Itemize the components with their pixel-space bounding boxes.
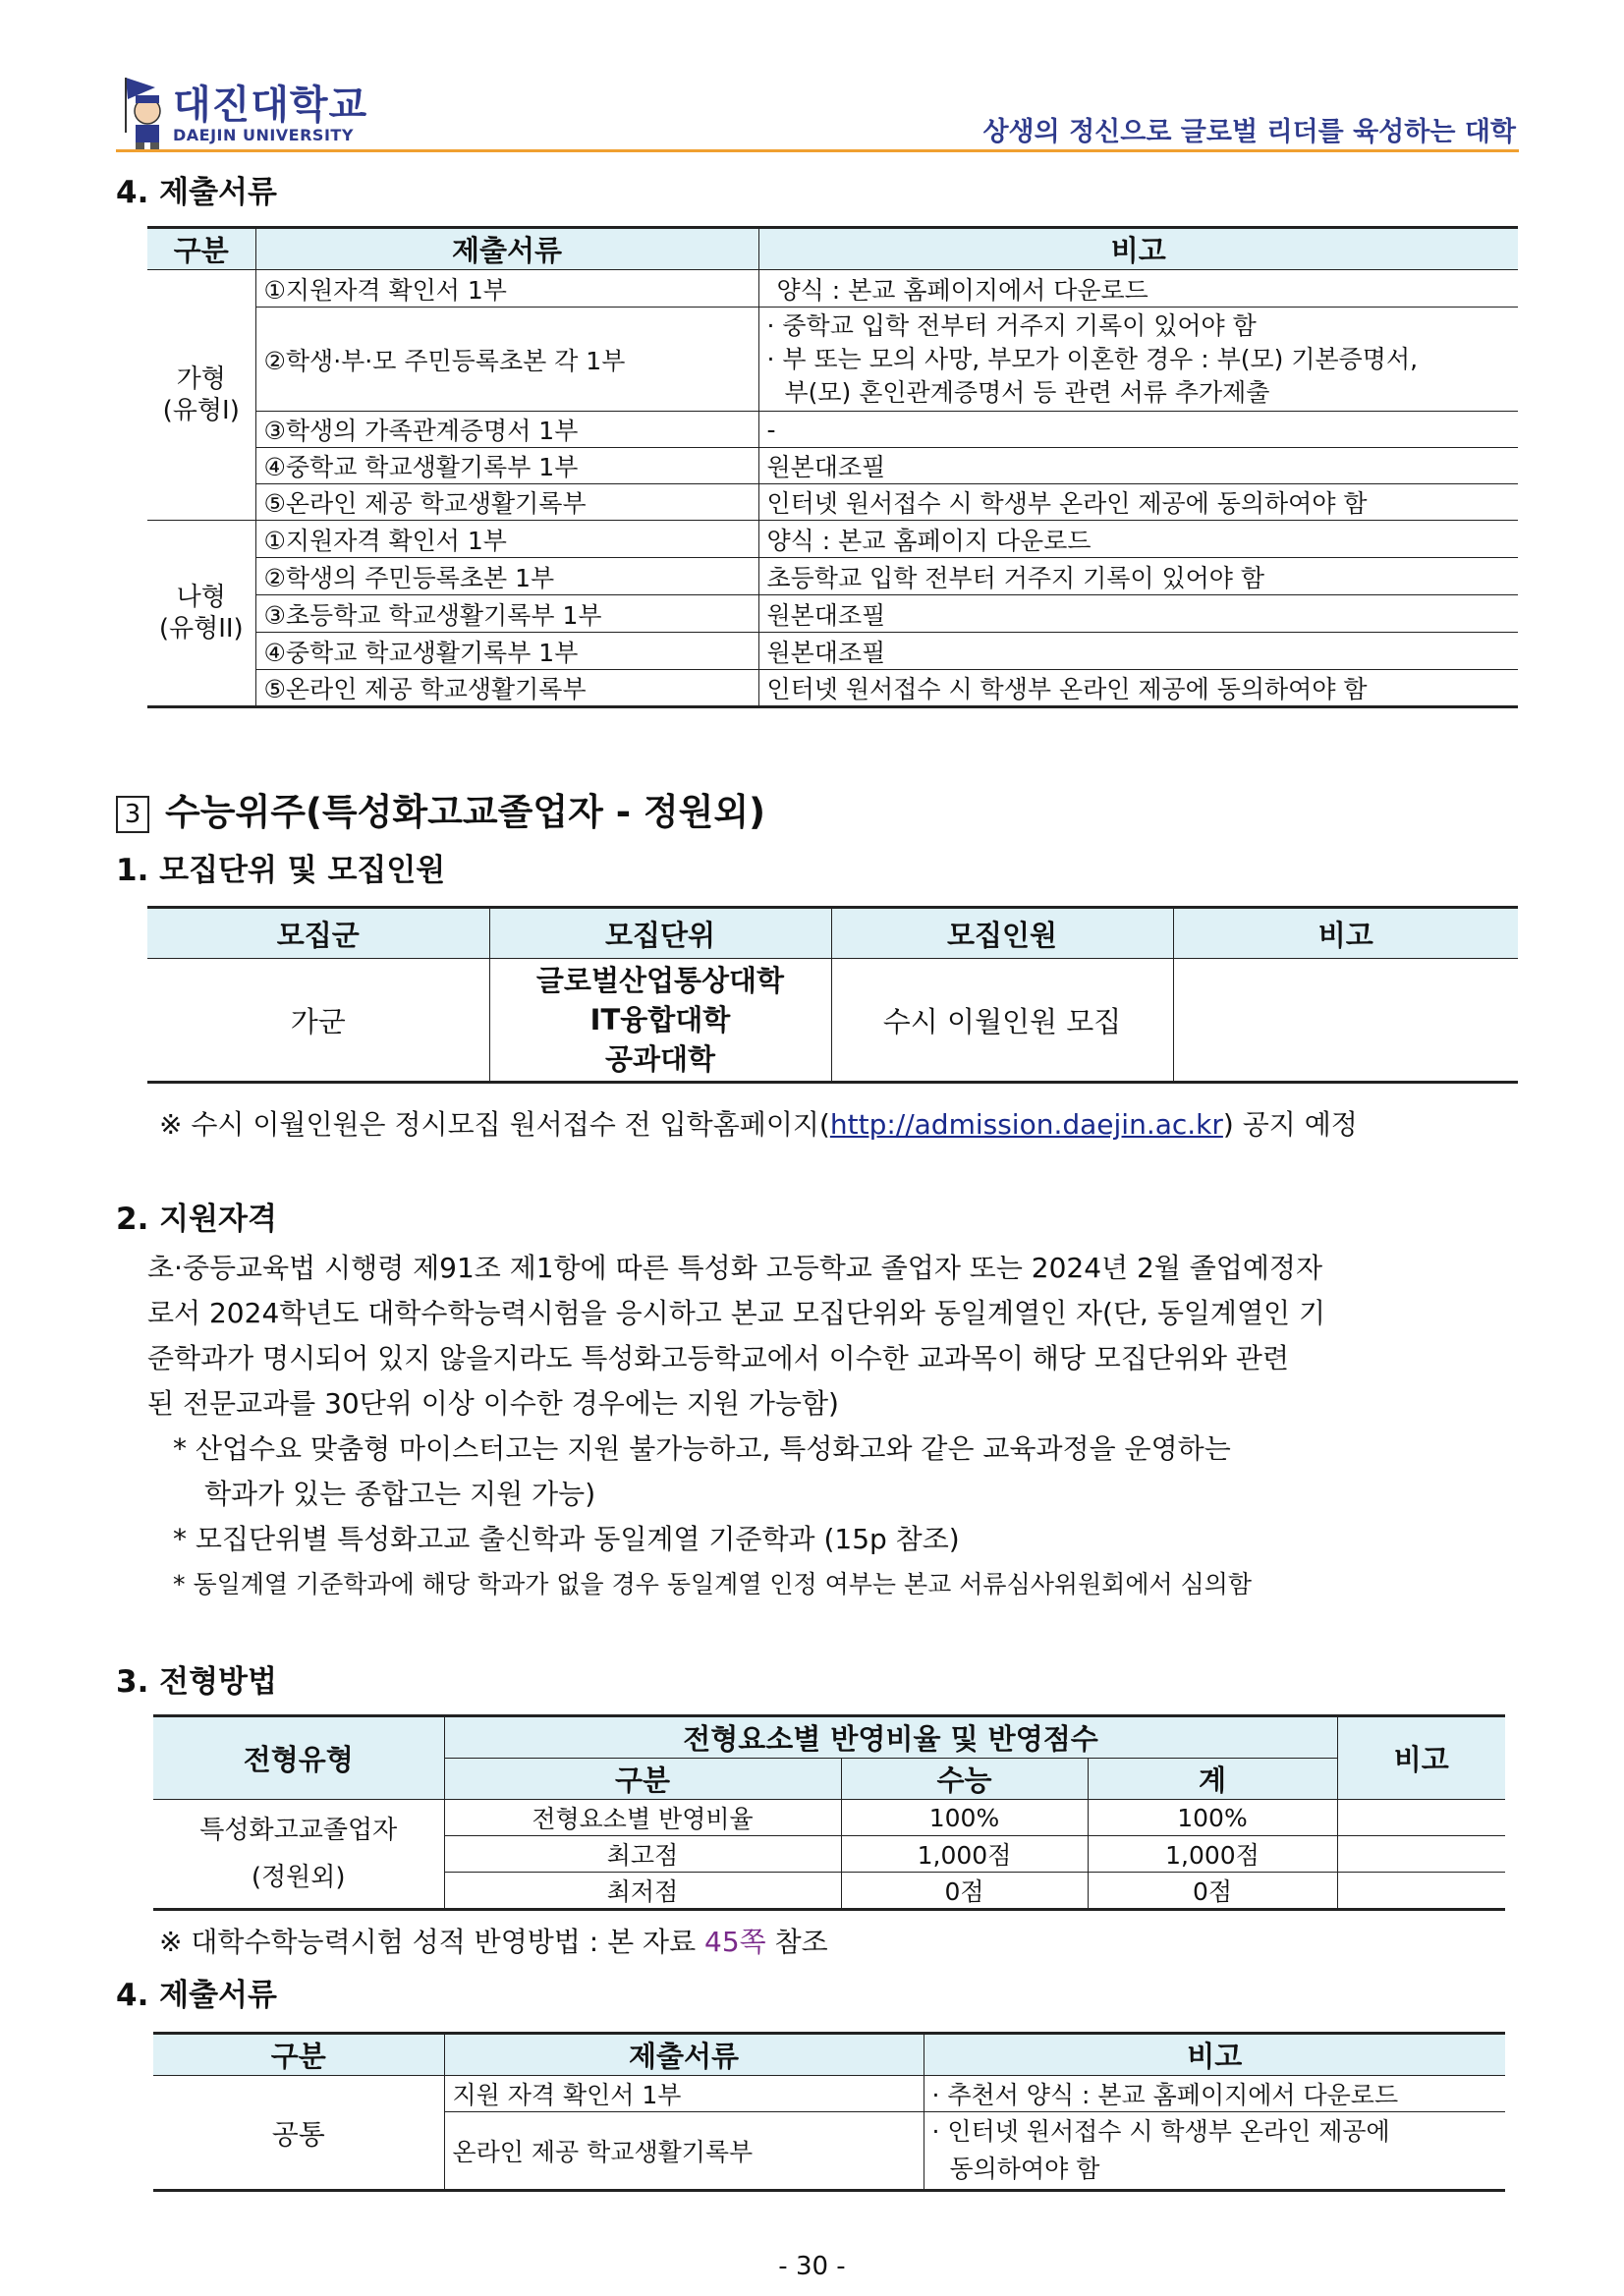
note-cell bbox=[1337, 1836, 1505, 1873]
table-row bbox=[147, 270, 1518, 308]
table-row bbox=[147, 959, 1518, 1083]
page-header bbox=[0, 0, 1624, 157]
eligibility-paragraph: 초·중등교육법 시행령 제91조 제1항에 따른 특성화 고등학교 졸업자 또는 2024년 2월 졸업예정자 로서 2024학년도 대학수학능력시험을 응시하고 본교 모집단위와 동일계열인 자(단, 동일계열인 기 준학과가 명시되어 있지 않을지라도 특성화고등학교에서 이수한 교과목이 해당 모집단위와 관련 된 전문교과를 30단위 이상 이수한 경우에는 지원 가능함) bbox=[147, 1252, 1326, 1420]
note-cell bbox=[1337, 1800, 1505, 1836]
eligibility-notes: * 산업수요 맞춤형 마이스터고는 지원 불가능하고, 특성화고와 같은 교육과정을 운영하는 학과가 있는 종합고는 지원 가능) * 모집단위별 특성화고교 출신학과 동일계열 기준학과 (15p 참조) * 동일계열 기준학과에 해당 학과가 없을 경우 동일계열 인정 여부는 본교 서류심사위원회에서 심의함 bbox=[173, 1432, 1253, 1598]
col-header-count: 모집인원 bbox=[831, 908, 1173, 959]
group-cell: 공통 bbox=[153, 2076, 444, 2191]
type-cell: 특성화고교졸업자 (정원외) bbox=[153, 1800, 444, 1910]
documents-table-1 bbox=[147, 226, 1518, 708]
section-title-documents: 4. 제출서류 bbox=[116, 175, 277, 210]
col-header-note: 비고 bbox=[924, 2034, 1505, 2076]
table-row bbox=[147, 308, 1518, 412]
note-cell: 초등학교 입학 전부터 거주지 기록이 있어야 함 bbox=[758, 558, 1518, 595]
col-header-total: 계 bbox=[1088, 1759, 1337, 1800]
method-footnote: ※ 대학수학능력시험 성적 반영방법 : 본 자료 45쪽 참조 bbox=[159, 1926, 828, 1958]
document-cell: ⑤온라인 제공 학교생활기록부 bbox=[255, 670, 758, 707]
note-cell: 원본대조필 bbox=[758, 448, 1518, 484]
table-row bbox=[147, 412, 1518, 448]
col-header-document: 제출서류 bbox=[255, 228, 758, 270]
section-title-eligibility: 2. 지원자격 bbox=[116, 1202, 277, 1237]
unit-cell: 글로벌산업통상대학 IT융합대학 공과대학 bbox=[489, 959, 831, 1083]
col-header-type: 전형유형 bbox=[153, 1716, 444, 1800]
document-cell: ④중학교 학교생활기록부 1부 bbox=[255, 448, 758, 484]
note-cell: 인터넷 원서접수 시 학생부 온라인 제공에 동의하여야 함 bbox=[758, 484, 1518, 521]
note-cell: 인터넷 원서접수 시 학생부 온라인 제공에 동의하여야 함 bbox=[758, 670, 1518, 707]
header-slogan: 상생의 정신으로 글로벌 리더를 육성하는 대학 bbox=[982, 117, 1516, 147]
document-cell: ③학생의 가족관계증명서 1부 bbox=[255, 412, 758, 448]
note-cell: - bbox=[758, 412, 1518, 448]
col-header-note: 비고 bbox=[758, 228, 1518, 270]
count-cell: 수시 이월인원 모집 bbox=[831, 959, 1173, 1083]
logo-english-text: DAEJIN UNIVERSITY bbox=[173, 126, 354, 144]
suneung-cell: 0점 bbox=[841, 1873, 1088, 1910]
logo-korean-text: 대진대학교 bbox=[173, 83, 368, 128]
mascot-icon bbox=[116, 74, 171, 154]
page-reference: 45쪽 bbox=[704, 1926, 766, 1958]
table-row bbox=[153, 2076, 1505, 2112]
col-header-category: 구분 bbox=[153, 2034, 444, 2076]
group-label-type-a: 가형 (유형I) bbox=[147, 270, 255, 521]
document-cell: ②학생의 주민등록초본 1부 bbox=[255, 558, 758, 595]
document-cell: ⑤온라인 제공 학교생활기록부 bbox=[255, 484, 758, 521]
document-cell: ③초등학교 학교생활기록부 1부 bbox=[255, 595, 758, 633]
header-divider bbox=[116, 149, 1519, 152]
section-title-method: 3. 전형방법 bbox=[116, 1664, 277, 1700]
section-title-recruitment: 1. 모집단위 및 모집인원 bbox=[116, 853, 446, 888]
total-cell: 100% bbox=[1088, 1800, 1337, 1836]
document-cell: ②학생·부·모 주민등록초본 각 1부 bbox=[255, 308, 758, 412]
group-label-type-b: 나형 (유형II) bbox=[147, 521, 255, 707]
table-row bbox=[147, 670, 1518, 707]
note-cell: · 중학교 입학 전부터 거주지 기록이 있어야 함 · 부 또는 모의 사망, 부모가 이혼한 경우 : 부(모) 기본증명서, 부(모) 혼인관계증명서 등 관련 서류 추가제출 bbox=[758, 308, 1518, 412]
section-heading-suneung: 3 수능위주(특성화고교졸업자 - 정원외) bbox=[116, 782, 765, 835]
total-cell: 0점 bbox=[1088, 1873, 1337, 1910]
suneung-cell: 100% bbox=[841, 1800, 1088, 1836]
documents-table-2 bbox=[153, 2032, 1505, 2192]
table-row bbox=[147, 484, 1518, 521]
document-cell: ①지원자격 확인서 1부 bbox=[255, 521, 758, 558]
col-header-category: 구분 bbox=[147, 228, 255, 270]
total-cell: 1,000점 bbox=[1088, 1836, 1337, 1873]
col-header-category: 구분 bbox=[444, 1759, 841, 1800]
note-cell: 원본대조필 bbox=[758, 633, 1518, 670]
recruitment-table bbox=[147, 906, 1518, 1084]
note-cell: 원본대조필 bbox=[758, 595, 1518, 633]
admission-link[interactable]: http://admission.daejin.ac.kr bbox=[829, 1108, 1223, 1141]
document-cell: ①지원자격 확인서 1부 bbox=[255, 270, 758, 308]
col-header-document: 제출서류 bbox=[444, 2034, 924, 2076]
document-cell: 지원 자격 확인서 1부 bbox=[444, 2076, 924, 2112]
section-number-box: 3 bbox=[116, 796, 149, 833]
col-header-group: 모집군 bbox=[147, 908, 489, 959]
method-table bbox=[153, 1714, 1505, 1911]
note-cell: · 추천서 양식 : 본교 홈페이지에서 다운로드 bbox=[924, 2076, 1505, 2112]
note-cell: 양식 : 본교 홈페이지 다운로드 bbox=[758, 521, 1518, 558]
note-cell: 양식 : 본교 홈페이지에서 다운로드 bbox=[758, 270, 1518, 308]
category-cell: 전형요소별 반영비율 bbox=[444, 1800, 841, 1836]
group-cell: 가군 bbox=[147, 959, 489, 1083]
university-logo bbox=[116, 74, 383, 154]
note-cell bbox=[1337, 1873, 1505, 1910]
document-cell: ④중학교 학교생활기록부 1부 bbox=[255, 633, 758, 670]
col-header-unit: 모집단위 bbox=[489, 908, 831, 959]
table-row bbox=[147, 633, 1518, 670]
col-header-note: 비고 bbox=[1337, 1716, 1505, 1800]
col-header-note: 비고 bbox=[1173, 908, 1518, 959]
page-number: - 30 - bbox=[778, 2252, 846, 2281]
recruitment-footnote: ※ 수시 이월인원은 정시모집 원서접수 전 입학홈페이지(http://admission.daejin.ac.kr) 공지 예정 bbox=[159, 1108, 1358, 1141]
table-row bbox=[147, 448, 1518, 484]
table-row bbox=[147, 558, 1518, 595]
table-row bbox=[153, 1800, 1505, 1836]
section-title-documents-2: 4. 제출서류 bbox=[116, 1978, 277, 2013]
note-cell bbox=[1173, 959, 1518, 1083]
category-cell: 최저점 bbox=[444, 1873, 841, 1910]
table-row bbox=[147, 595, 1518, 633]
suneung-cell: 1,000점 bbox=[841, 1836, 1088, 1873]
col-header-suneung: 수능 bbox=[841, 1759, 1088, 1800]
col-header-elements: 전형요소별 반영비율 및 반영점수 bbox=[444, 1716, 1337, 1759]
note-cell: · 인터넷 원서접수 시 학생부 온라인 제공에 동의하여야 함 bbox=[924, 2112, 1505, 2191]
document-cell: 온라인 제공 학교생활기록부 bbox=[444, 2112, 924, 2191]
table-row bbox=[147, 521, 1518, 558]
category-cell: 최고점 bbox=[444, 1836, 841, 1873]
